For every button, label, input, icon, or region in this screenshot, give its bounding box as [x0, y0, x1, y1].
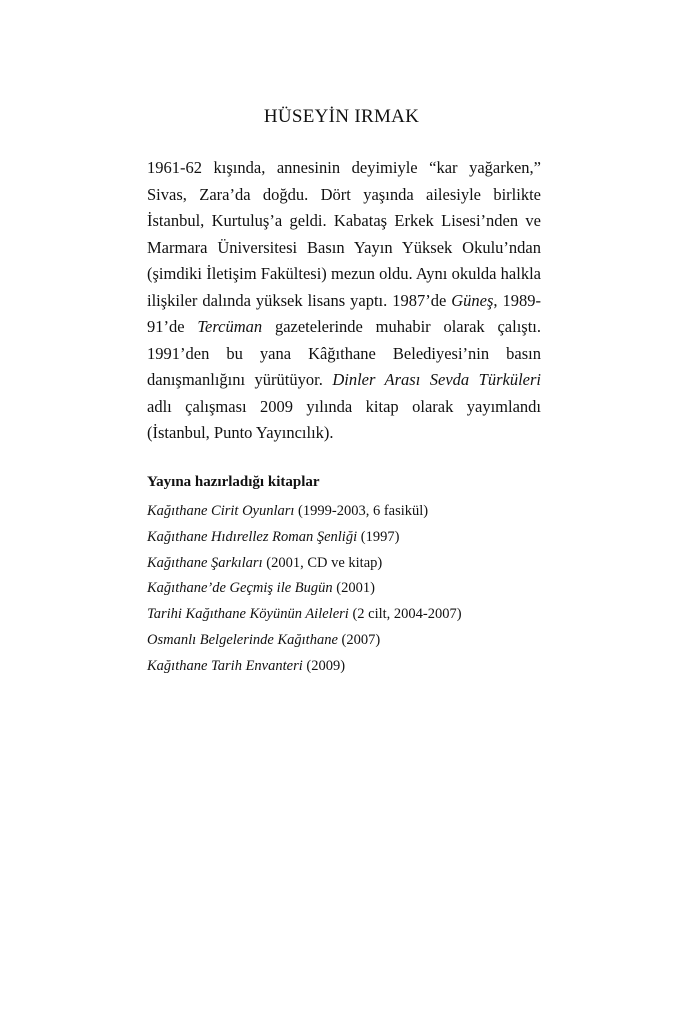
book-title: Kağıthane Şarkıları [147, 554, 263, 571]
book-title: Tarihi Kağıthane Köyünün Aileleri [147, 606, 349, 623]
book-detail: (1999-2003, 6 fasikül) [294, 503, 429, 519]
bio-text-1: 1961-62 kışında, annesinin deyimiyle “kar yağarken,” Sivas, Zara’da doğdu. Dört yaşında ailesiyle birlikte İstanbul, Kurtuluş’a geldi. Kabataş Erkek Lisesi’nden ve Marmara Üniversitesi Basın Yayın Yüksek Okulu’ndan (şimdiki İletişim Fakültesi) mezun oldu. Aynı okulda halkla ilişkiler dalında yüksek lisans yaptı. 1987’de [147, 158, 541, 310]
book-item [147, 602, 462, 628]
book-detail: (2001, CD ve kitap) [262, 554, 383, 571]
book-title: Kağıthane Hıdırellez Roman Şenliği [147, 528, 358, 545]
book-detail: (2009) [302, 657, 346, 674]
books-heading: Yayına hazırladığı kitaplar [147, 474, 320, 490]
newspaper-gunes: Güneş [451, 290, 494, 310]
book-title: Kağıthane’de Geçmiş ile Bugün [147, 580, 333, 597]
book-item [147, 576, 462, 602]
book-item [147, 628, 462, 654]
book-title: Kağıthane Cirit Oyunları [147, 503, 295, 519]
biography-paragraph [147, 155, 541, 447]
bio-text-2: , 1989-91’de [147, 290, 541, 336]
book-item [147, 499, 462, 525]
book-title: Osmanlı Belgelerinde Kağıthane [147, 631, 338, 648]
work-title: Dinler Arası Sevda Türküleri [332, 370, 541, 389]
book-title: Kağıthane Tarih Envanteri [147, 657, 303, 674]
book-detail: (2001) [332, 580, 375, 597]
book-item [147, 551, 462, 577]
bio-text-4: adlı çalışması 2009 yılında kitap olarak yayımlandı (İstanbul, Punto Yayıncılık). [147, 396, 541, 442]
book-detail: (1997) [357, 528, 400, 545]
book-list [147, 499, 462, 680]
book-detail: (2007) [337, 631, 381, 648]
book-detail: (2 cilt, 2004-2007) [348, 606, 462, 623]
bio-text-3: gazetelerinde muhabir olarak çalıştı. 1991’den bu yana Kâğıthane Belediyesi’nin basın danışmanlığını yürütüyor. [147, 317, 541, 389]
newspaper-tercuman: Tercüman [197, 317, 263, 336]
book-item [147, 525, 462, 551]
author-name: HÜSEYİN IRMAK [263, 106, 420, 127]
book-item [147, 654, 462, 680]
